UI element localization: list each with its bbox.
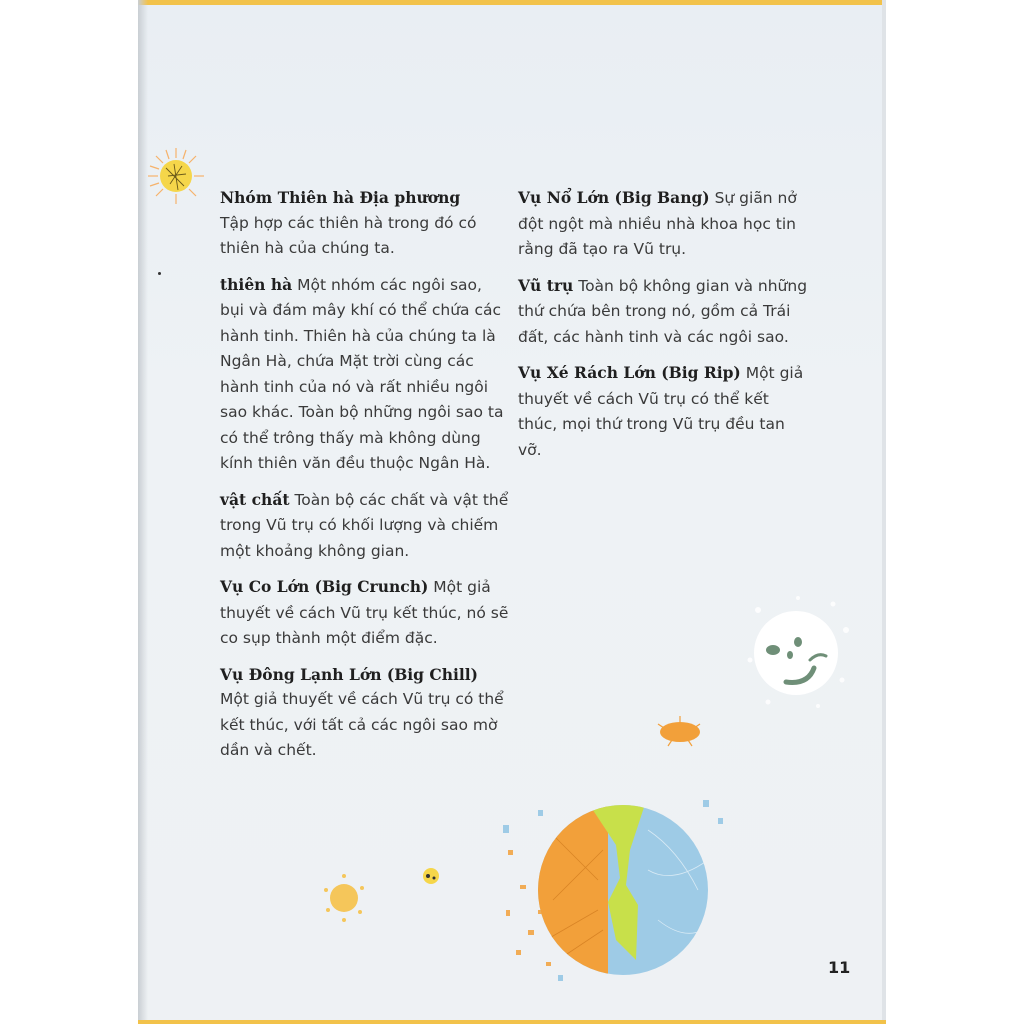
glossary-term: vật chất xyxy=(220,489,290,509)
glossary-term: Vụ Co Lớn (Big Crunch) xyxy=(220,577,429,596)
glossary-definition: Một nhóm các ngôi sao, bụi và đám mây khí có thể chứa các hành tinh. Thiên hà của chúng ta là Ngân Hà, chứa Mặt trời cùng các hành tinh của nó và rất nhiều ngôi sao khác. Toàn bộ những ngôi sao ta có thể trông thấy mà không dùng kính thiên văn đều thuộc Ngân Hà. xyxy=(220,275,504,472)
book-page xyxy=(138,0,886,1024)
glossary-entry xyxy=(518,273,808,351)
glossary-term: Vũ trụ xyxy=(518,275,574,295)
glossary-term: thiên hà xyxy=(220,274,293,294)
moon-face-icon xyxy=(738,590,858,720)
glossary-entry xyxy=(220,574,510,652)
page-top-border xyxy=(138,0,886,5)
sun-icon xyxy=(146,146,206,206)
star-cluster-icon xyxy=(316,870,372,926)
glossary-definition: Một giả thuyết về cách Vũ trụ kết thúc, nó sẽ co sụp thành một điểm đặc. xyxy=(220,578,509,647)
glossary-definition: Một giả thuyết về cách Vũ trụ có thể kết thúc, mọi thứ trong Vũ trụ đều tan vỡ. xyxy=(518,364,804,459)
glossary-term: Nhóm Thiên hà Địa phương xyxy=(220,188,461,207)
glossary-entry xyxy=(220,272,510,477)
glossary-definition: Sự giãn nở đột ngột mà nhiều nhà khoa học tin rằng đã tạo ra Vũ trụ. xyxy=(518,189,797,258)
glossary-column-right xyxy=(518,185,808,473)
glossary-term: Vụ Nổ Lớn (Big Bang) xyxy=(518,188,710,207)
glossary-entry xyxy=(220,662,510,764)
earth-planet-icon xyxy=(498,790,738,990)
orange-nebula-icon xyxy=(654,714,706,750)
glossary-term: Vụ Đông Lạnh Lớn (Big Chill) xyxy=(220,664,479,684)
glossary-term: Vụ Xé Rách Lớn (Big Rip) xyxy=(518,363,741,382)
page-bottom-border xyxy=(138,1020,886,1024)
small-dot-icon xyxy=(158,272,161,275)
page-number: 11 xyxy=(828,958,851,977)
glossary-definition: Toàn bộ không gian và những thứ chứa bên trong nó, gồm cả Trái đất, các hành tinh và các ngôi sao. xyxy=(518,276,808,346)
glossary-entry xyxy=(220,185,510,262)
glossary-entry xyxy=(518,185,808,263)
glossary-entry xyxy=(518,360,808,463)
small-star-icon xyxy=(416,862,446,890)
page-edge xyxy=(882,0,886,1024)
glossary-definition: Tập hợp các thiên hà trong đó có thiên hà của chúng ta. xyxy=(220,213,477,257)
glossary-entry xyxy=(220,487,510,565)
glossary-definition: Một giả thuyết về cách Vũ trụ có thể kết thúc, với tất cả các ngôi sao mờ dần và chết. xyxy=(220,690,504,759)
glossary-column-left xyxy=(220,185,510,774)
glossary-definition: Toàn bộ các chất và vật thể trong Vũ trụ có khối lượng và chiếm một khoảng không gian. xyxy=(220,490,509,560)
